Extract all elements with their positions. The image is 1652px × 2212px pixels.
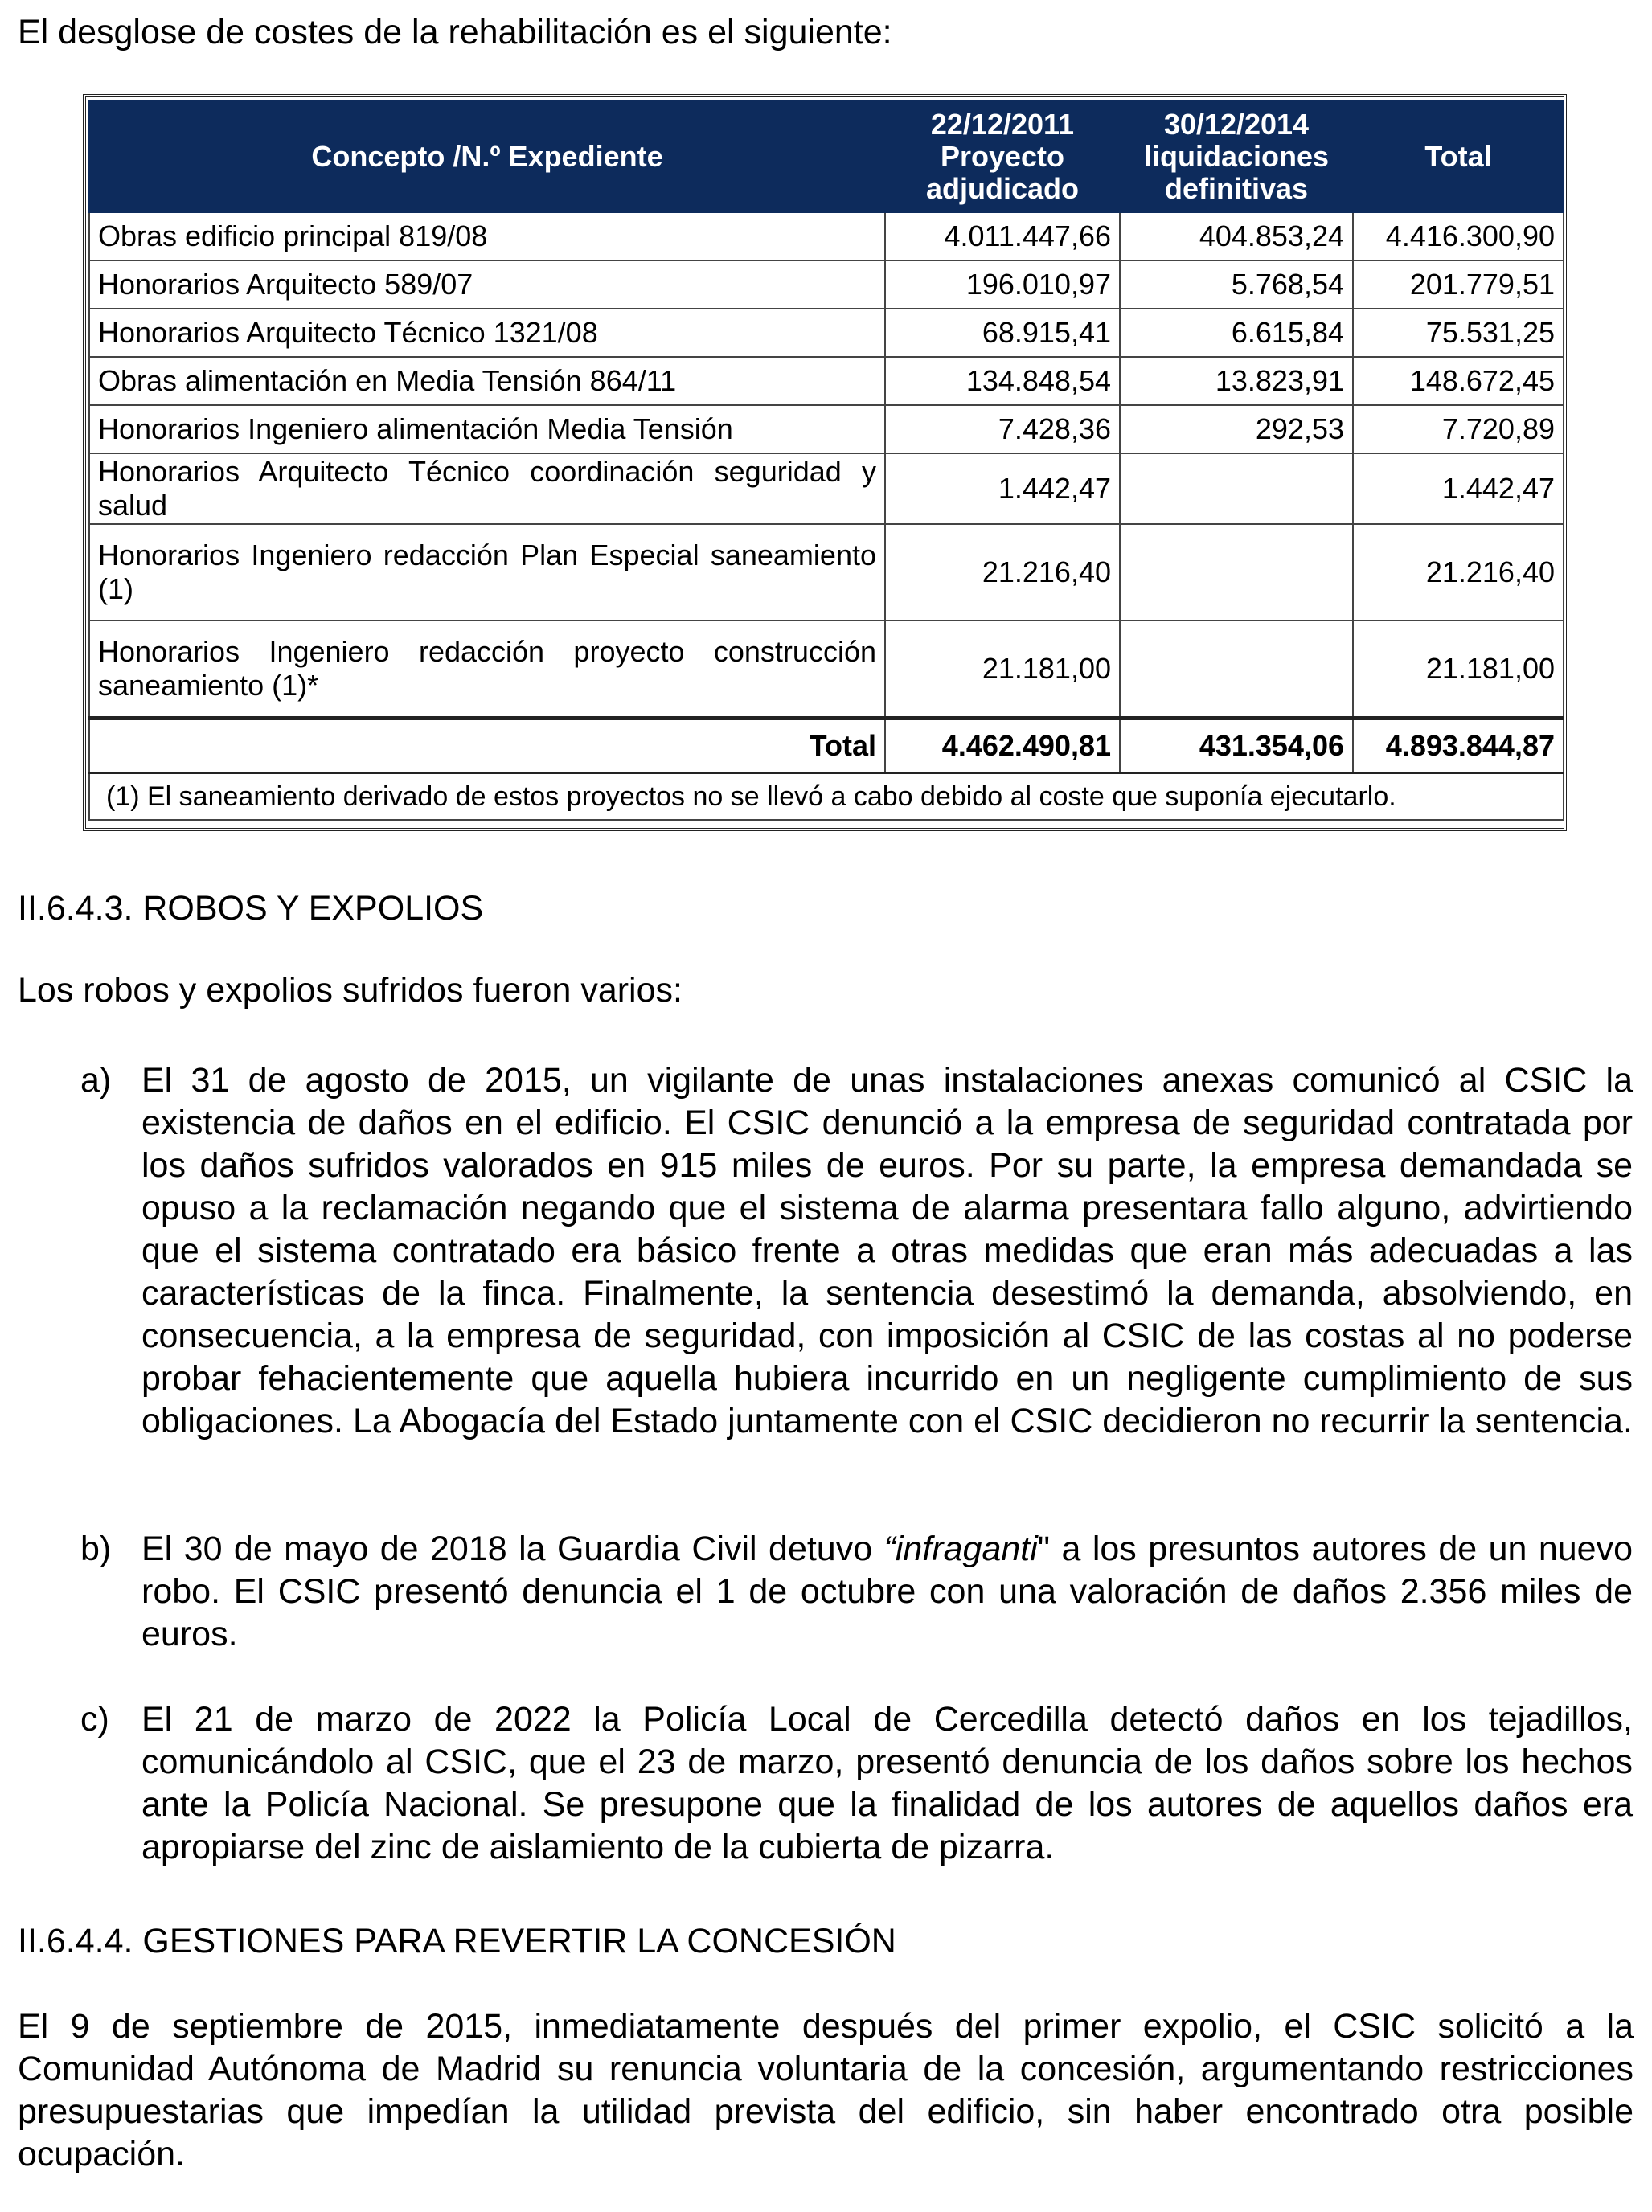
- list-marker: c): [80, 1700, 109, 1739]
- row-value-2011: 68.915,41: [885, 309, 1120, 357]
- row-concept: Honorarios Arquitecto 589/07: [89, 260, 885, 309]
- table-footnote: (1) El saneamiento derivado de estos proyectos no se llevó a cabo debido al coste que suponía ejecutarlo.: [89, 773, 1564, 821]
- table-row: [89, 621, 1564, 719]
- row-total: 1.442,47: [1353, 453, 1564, 524]
- section-heading-robos: II.6.4.3. ROBOS Y EXPOLIOS: [18, 889, 484, 928]
- row-total: 75.531,25: [1353, 309, 1564, 357]
- list-item-text: El 21 de marzo de 2022 la Policía Local de Cercedilla detectó daños en los tejadillos, comunicándolo al CSIC, que el 23 de marzo, presentó denuncia de los daños sobre los hechos ante la Policía Nacional. Se presupone que la finalidad de los autores de aquellos daños era apropiarse del zinc de aislamiento de la cubierta de pizarra.: [141, 1700, 1633, 1866]
- row-value-2011: 21.181,00: [885, 621, 1120, 719]
- row-value-2011: 196.010,97: [885, 260, 1120, 309]
- row-concept: Honorarios Ingeniero redacción proyecto construcción saneamiento (1)*: [89, 621, 885, 719]
- total-value-2011: 4.462.490,81: [885, 719, 1120, 773]
- intro-paragraph: El desglose de costes de la rehabilitación es el siguiente:: [18, 13, 892, 51]
- header-col2-line: liquidaciones: [1143, 139, 1330, 173]
- list-item-text: El 31 de agosto de 2015, un vigilante de unas instalaciones anexas comunicó al CSIC la existencia de daños en el edificio. El CSIC denunció a la empresa de seguridad contratada por los daños sufridos valorados en 915 miles de euros. Por su parte, la empresa demandada se opuso a la reclamación negando que el sistema de alarma presentara fallo alguno, advirtiendo que el sistema contratado era básico frente a otras medidas que eran más adecuadas a las características de la finca. Finalmente, la sentencia desestimó la demanda, absolviendo, en consecuencia, a la empresa de seguridad, con imposición al CSIC de las costas al no poderse probar fehacientemente que aquella hubiera incurrido en un negligente cumplimiento de sus obligaciones. La Abogacía del Estado juntamente con el CSIC decidieron no recurrir la sentencia.: [141, 1061, 1633, 1440]
- table-row: [89, 405, 1564, 453]
- row-value-2011: 7.428,36: [885, 405, 1120, 453]
- table-row: [89, 524, 1564, 621]
- row-total: 4.416.300,90: [1353, 212, 1564, 260]
- header-col1-line: adjudicado: [925, 171, 1080, 205]
- section-intro-robos: Los robos y expolios sufridos fueron varios:: [18, 971, 683, 1010]
- section-heading-gestiones: II.6.4.4. GESTIONES PARA REVERTIR LA CONCESIÓN: [18, 1922, 896, 1960]
- table-row: [89, 309, 1564, 357]
- list-item: [80, 1059, 1634, 1489]
- row-concept: Honorarios Ingeniero redacción Plan Especial saneamiento (1): [89, 524, 885, 621]
- row-value-2014: [1120, 453, 1353, 524]
- row-value-2011: 134.848,54: [885, 357, 1120, 405]
- row-value-2011: 21.216,40: [885, 524, 1120, 621]
- header-total: Total: [1353, 100, 1564, 212]
- row-total: 21.216,40: [1353, 524, 1564, 621]
- row-value-2014: 6.615,84: [1120, 309, 1353, 357]
- row-concept: Honorarios Arquitecto Técnico coordinación seguridad y salud: [89, 453, 885, 524]
- total-grand: 4.893.844,87: [1353, 719, 1564, 773]
- total-label: Total: [89, 719, 885, 773]
- row-concept: Obras edificio principal 819/08: [89, 212, 885, 260]
- row-value-2014: [1120, 524, 1353, 621]
- header-col2-line: definitivas: [1164, 171, 1309, 205]
- header-col2-line: 30/12/2014: [1163, 107, 1310, 141]
- list-marker: b): [80, 1530, 112, 1568]
- header-col1-line: Proyecto: [940, 139, 1065, 173]
- row-value-2014: 5.768,54: [1120, 260, 1353, 309]
- table-row: [89, 260, 1564, 309]
- row-value-2011: 4.011.447,66: [885, 212, 1120, 260]
- text-segment: El 30 de mayo de 2018 la Guardia Civil detuvo: [141, 1530, 884, 1568]
- row-value-2014: 292,53: [1120, 405, 1353, 453]
- row-total: 148.672,45: [1353, 357, 1564, 405]
- table-note-row: [89, 773, 1564, 821]
- row-total: 21.181,00: [1353, 621, 1564, 719]
- row-value-2011: 1.442,47: [885, 453, 1120, 524]
- header-col2: [1120, 100, 1353, 212]
- row-concept: Obras alimentación en Media Tensión 864/11: [89, 357, 885, 405]
- table-row: [89, 357, 1564, 405]
- cost-breakdown-table: [88, 100, 1564, 821]
- row-concept: Honorarios Ingeniero alimentación Media Tensión: [89, 405, 885, 453]
- table-total-row: [89, 719, 1564, 773]
- cost-breakdown-table-frame: [83, 94, 1567, 831]
- header-concept: Concepto /N.º Expediente: [89, 100, 885, 212]
- row-total: 7.720,89: [1353, 405, 1564, 453]
- list-marker: a): [80, 1061, 112, 1100]
- row-total: 201.779,51: [1353, 260, 1564, 309]
- list-item: [80, 1698, 1634, 1871]
- header-col1-line: 22/12/2011: [930, 107, 1075, 141]
- header-col1: [885, 100, 1120, 212]
- table-header-row: [89, 100, 1564, 212]
- total-value-2014: 431.354,06: [1120, 719, 1353, 773]
- table-row: [89, 453, 1564, 524]
- list-item-text: [141, 1528, 1633, 1656]
- row-value-2014: [1120, 621, 1353, 719]
- row-value-2014: 404.853,24: [1120, 212, 1353, 260]
- text-segment: " a los presuntos autores de un nuevo robo. El CSIC presentó denuncia el 1 de octubre con una valoración de daños 2.356 miles de euros.: [141, 1530, 1633, 1653]
- list-item: [80, 1528, 1634, 1657]
- row-value-2014: 13.823,91: [1120, 357, 1353, 405]
- row-concept: Honorarios Arquitecto Técnico 1321/08: [89, 309, 885, 357]
- section-paragraph-gestiones: El 9 de septiembre de 2015, inmediatamente después del primer expolio, el CSIC solicitó a la Comunidad Autónoma de Madrid su renuncia voluntaria de la concesión, argumentando restricciones presupuestarias que impedían la utilidad prevista del edificio, sin haber encontrado otra posible ocupación.: [18, 2007, 1634, 2173]
- italic-term: “infraganti: [883, 1530, 1038, 1568]
- table-row: [89, 212, 1564, 260]
